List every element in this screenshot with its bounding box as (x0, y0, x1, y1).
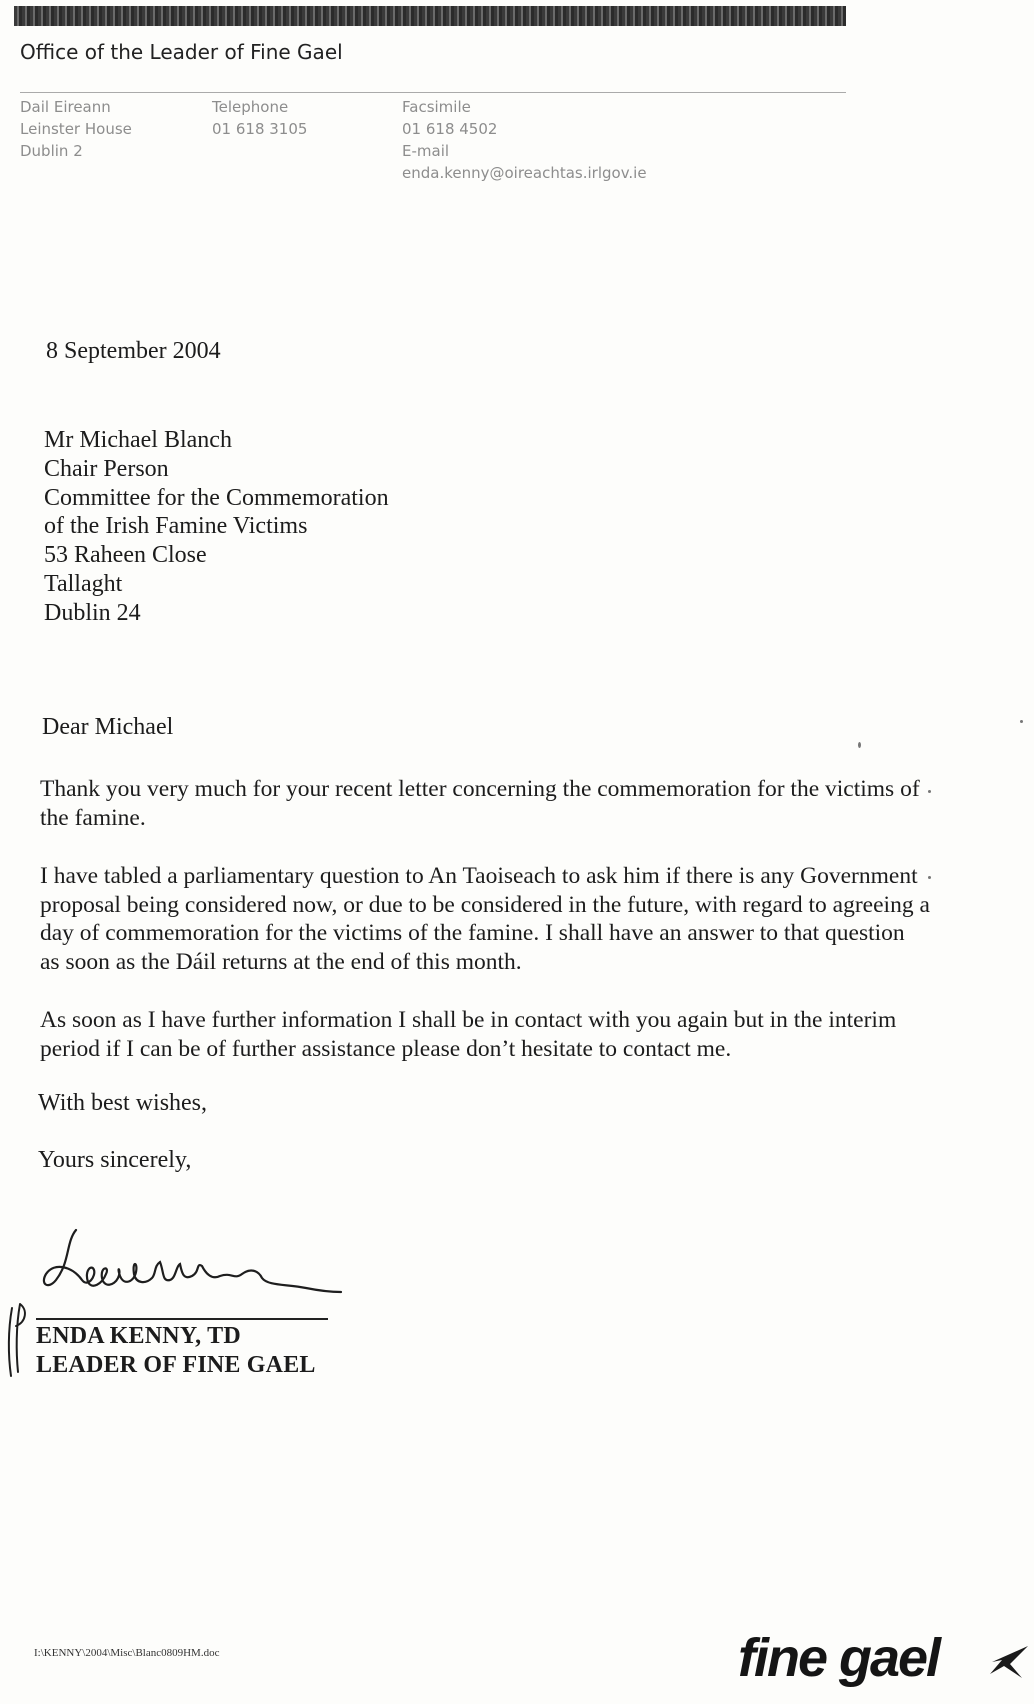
handwritten-signature (36, 1222, 346, 1302)
signer-name: ENDA KENNY, TD (36, 1323, 241, 1349)
recipient-line: Committee for the Commemoration (44, 484, 389, 511)
office-address (20, 96, 132, 162)
scan-speck (928, 790, 931, 793)
address-line: Dail Eireann (20, 98, 111, 116)
recipient-line: Dublin 24 (44, 599, 141, 626)
salutation: Dear Michael (42, 714, 174, 740)
address-line: Leinster House (20, 120, 132, 138)
signature-rule (36, 1318, 328, 1320)
recipient-line: 53 Raheen Close (44, 542, 207, 569)
closing-wishes: With best wishes, (38, 1090, 208, 1116)
recipient-line: Mr Michael Blanch (44, 427, 232, 453)
header-rule (20, 92, 846, 93)
file-path: I:\KENNY\2004\Misc\Blanc0809HM.doc (34, 1647, 220, 1659)
star-icon (988, 1640, 1032, 1680)
body-paragraph: Thank you very much for your recent letter concerning the commemoration for the victims of the famine. (40, 776, 920, 831)
fax-label: Facsimile (402, 98, 471, 116)
scan-speck (1020, 720, 1023, 723)
scan-speck (858, 742, 861, 748)
recipient-line: Chair Person (44, 455, 169, 482)
recipient-line: of the Irish Famine Victims (44, 513, 308, 540)
body-paragraph: I have tabled a parliamentary question to An Taoiseach to ask him if there is any Government proposal being considered now, or due to be considered in the future, with regard to agreeing a day of commemoration for the victims of the famine. I shall have an answer to that question as soon as the Dáil returns at the end of this month. (40, 863, 930, 975)
recipient-address (44, 426, 389, 628)
recipient-line: Tallaght (44, 570, 123, 597)
signer-title: LEADER OF FINE GAEL (36, 1352, 316, 1378)
closing-sincerely: Yours sincerely, (38, 1147, 192, 1173)
email-address: enda.kenny@oireachtas.irlgov.ie (402, 164, 647, 182)
telephone-block (212, 96, 307, 140)
scan-speck (928, 876, 931, 879)
telephone-label: Telephone (212, 98, 289, 116)
telephone-number: 01 618 3105 (212, 120, 308, 138)
fine-gael-logo: fine gael (738, 1628, 940, 1688)
signer-block (36, 1322, 316, 1380)
office-title: Office of the Leader of Fine Gael (20, 40, 343, 64)
body-paragraph: As soon as I have further information I shall be in contact with you again but in the interim period if I can be of further assistance please don’t hesitate to contact me. (40, 1007, 897, 1062)
email-label: E-mail (402, 142, 450, 160)
fax-email-block (402, 96, 647, 184)
letterhead-bar (14, 6, 846, 26)
fax-number: 01 618 4502 (402, 120, 498, 138)
address-line: Dublin 2 (20, 142, 83, 160)
letter-date: 8 September 2004 (46, 338, 221, 364)
